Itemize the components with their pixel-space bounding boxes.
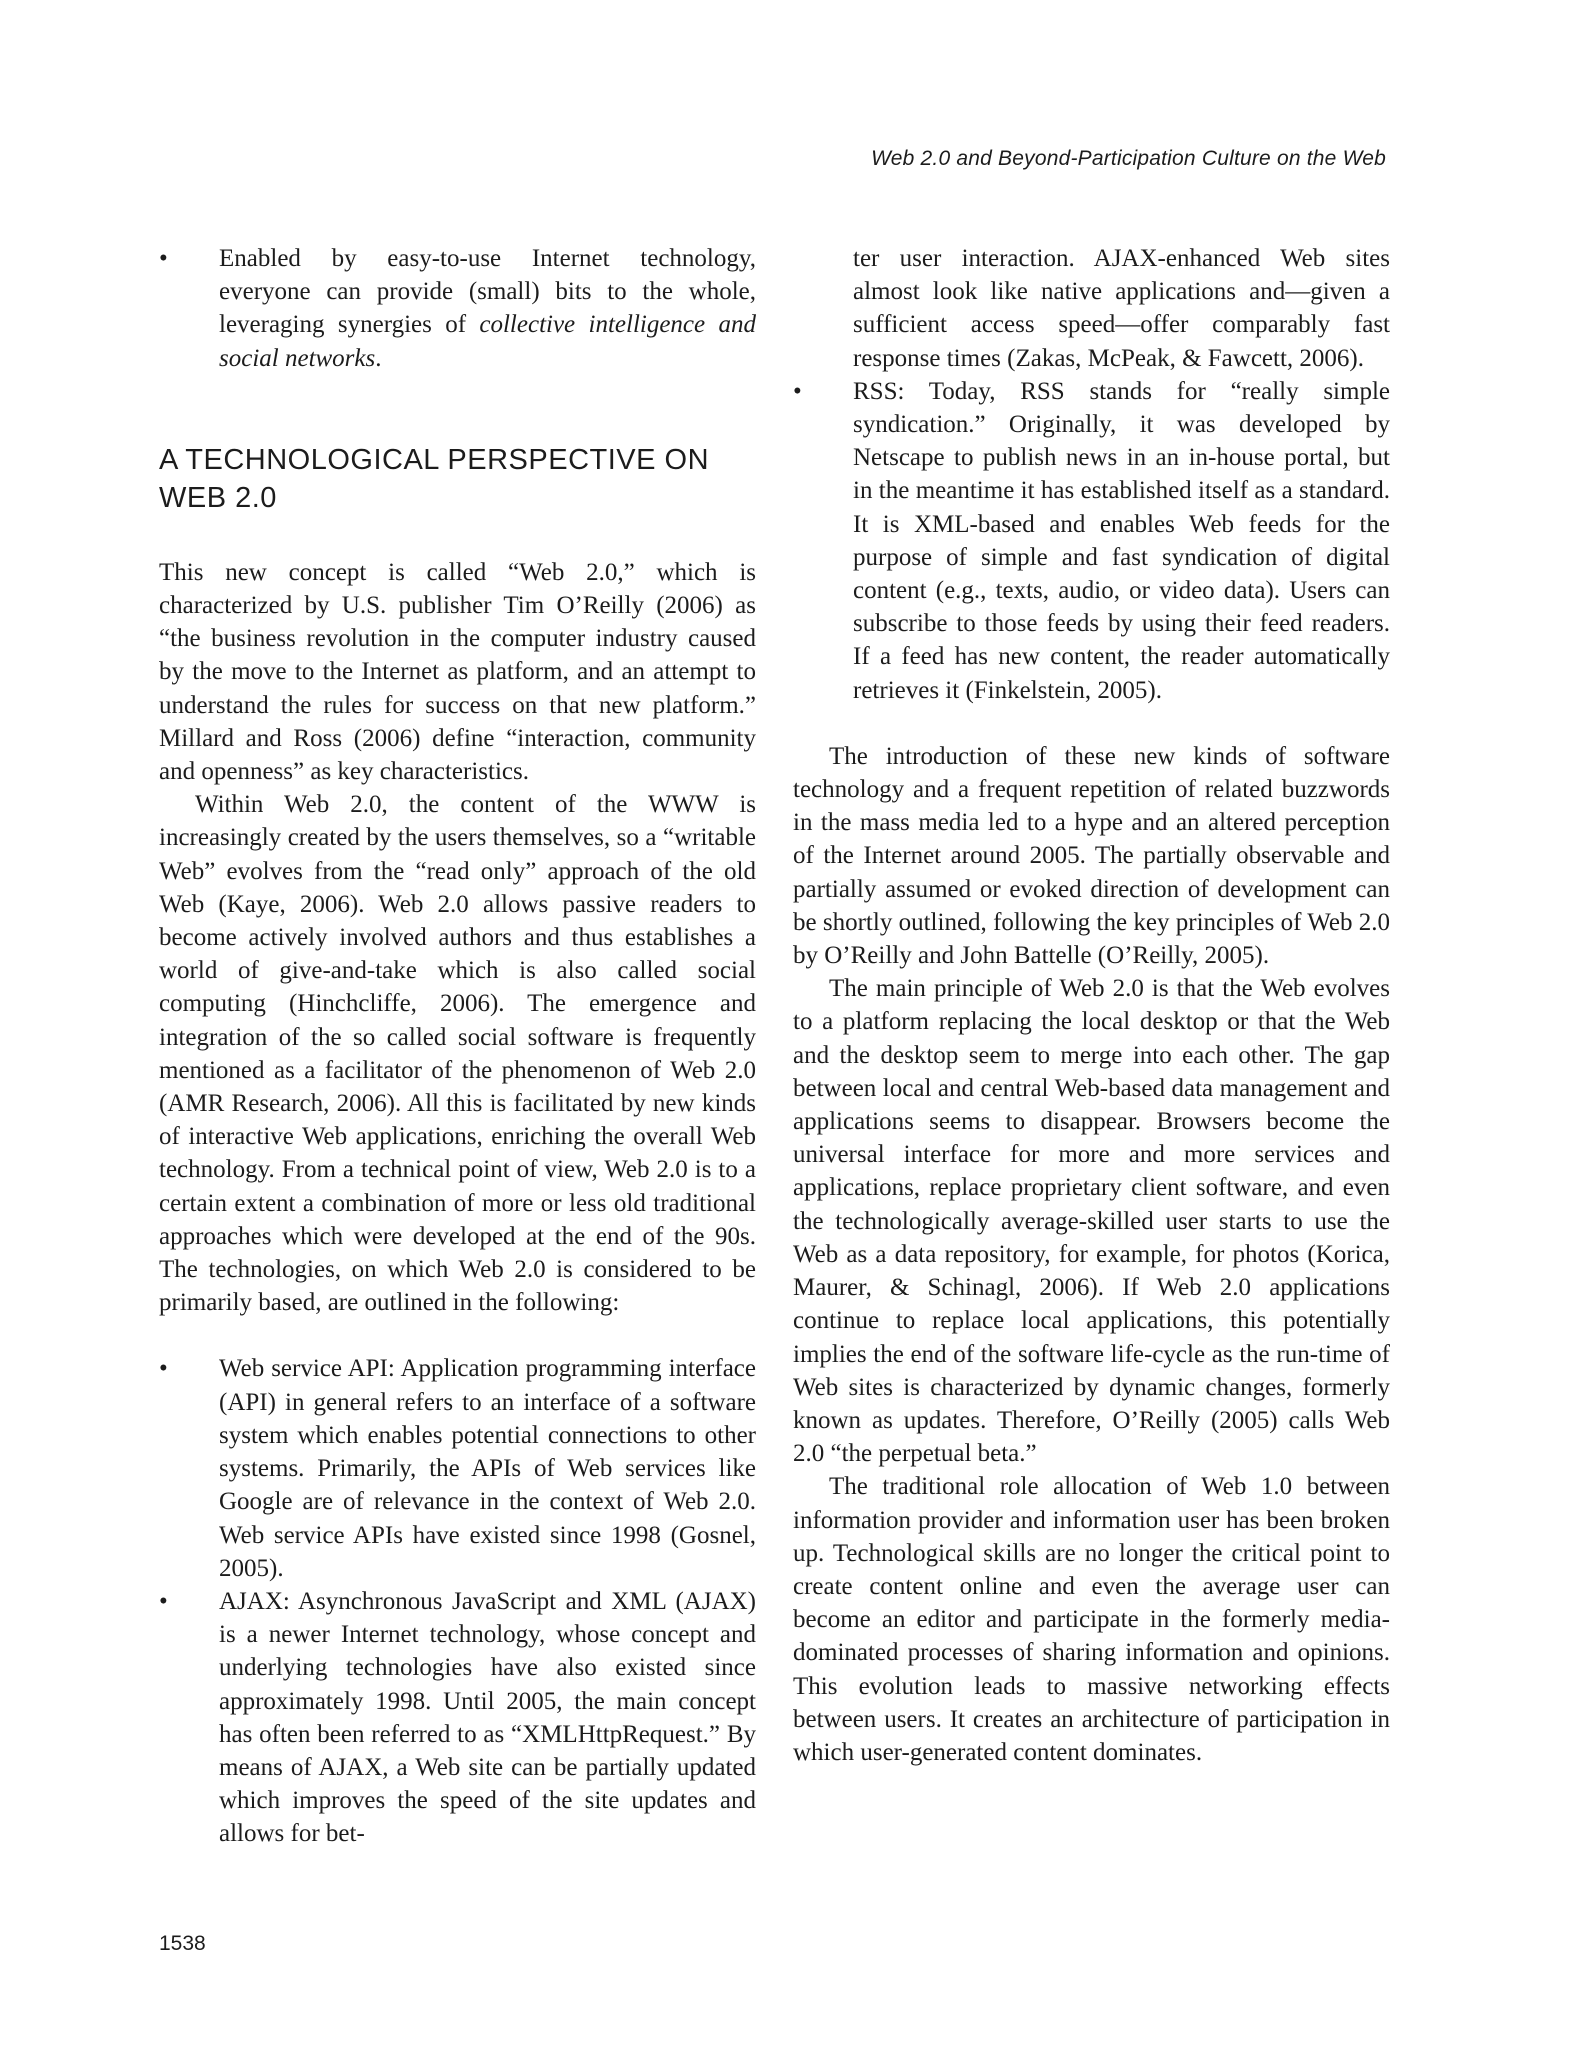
- section-heading: A TECHNOLOGICAL PERSPECTIVE ON WEB 2.0: [159, 443, 710, 514]
- paragraph: This new concept is called “Web 2.0,” which is characterized by U.S. publisher Tim O’Reilly (2006) as “the business revolution in the computer industry caused by the move to the Internet as platform, and an attempt to understand the rules for success on that new platform.” Millard and Ross (2006) define “interaction, community and openness” as key characteristics.: [159, 558, 756, 786]
- list-item: [159, 242, 756, 375]
- right-column: [793, 242, 1390, 1769]
- bullet-emphasis: collective intelligence and social networks: [219, 311, 756, 372]
- running-header: Web 2.0 and Beyond-Participation Culture on the Web: [871, 147, 1386, 170]
- bullet-glyph: •: [159, 245, 168, 272]
- paragraph: The introduction of these new kinds of software technology and a frequent repetition of related buzzwords in the mass media led to a hype and an altered perception of the Internet around 2005. The partially observable and partially assumed or evoked direction of development can be shortly outlined, following the key principles of Web 2.0 by O’Reilly and John Battelle (O’Reilly, 2005).: [793, 742, 1390, 970]
- bullet-glyph: •: [793, 377, 802, 405]
- bullet-glyph: •: [159, 1355, 168, 1383]
- page-number: 1538: [159, 1932, 206, 1955]
- bullet-text: AJAX: Asynchronous JavaScript and XML (AJAX) is a newer Internet technology, whose concept and underlying technologies have also existed since approximately 1998. Until 2005, the main concept has often been referred to as “XMLHttpRequest.” By means of AJAX, a Web site can be partially updated which improves the speed of the site updates and allows for bet-: [219, 1587, 756, 1848]
- technology-bullet-list-continued: [793, 242, 1390, 707]
- bullet-text: RSS: Today, RSS stands for “really simple syndication.” Originally, it was developed by Netscape to publish news in an in-house portal, but in the meantime it has established itself as a standard. It is XML-based and enables Web feeds for the purpose of simple and fast syndication of digital content (e.g., texts, audio, or video data). Users can subscribe to those feeds by using their feed readers. If a feed has new content, the reader automatically retrieves it (Finkelstein, 2005).: [853, 377, 1390, 704]
- bullet-text: Web service API: Application programming interface (API) in general refers to an interface of a software system which enables potential connections to other systems. Primarily, the APIs of Web services like Google are of relevance in the context of Web 2.0. Web service APIs have existed since 1998 (Gosnel, 2005).: [219, 1355, 756, 1582]
- bullet-glyph: •: [159, 1587, 168, 1615]
- bullet-text: ter user interaction. AJAX-enhanced Web sites almost look like native applications and—given a sufficient access speed—offer comparably fast response times (Zakas, McPeak, & Fawcett, 2006).: [853, 245, 1390, 372]
- left-column: [159, 242, 756, 1851]
- list-item: [159, 1352, 756, 1584]
- paragraph: The main principle of Web 2.0 is that the Web evolves to a platform replacing the local desktop or that the Web and the desktop seem to merge into each other. The gap between local and central Web-based data management and applications seems to disappear. Browsers become the universal interface for more and more services and applications, replace proprietary client software, and even the technologically average-skilled user starts to use the Web as a data repository, for example, for photos (Korica, Maurer, & Schinagl, 2006). If Web 2.0 applications continue to replace local applications, this potentially implies the end of the software life-cycle as the run-time of Web sites is characterized by dynamic changes, formerly known as updates. Therefore, O’Reilly (2005) calls Web 2.0 “the perpetual beta.”: [793, 975, 1390, 1468]
- bullet-text-end: .: [375, 344, 382, 372]
- list-item: [159, 1585, 756, 1851]
- paragraph: Within Web 2.0, the content of the WWW is increasingly created by the users themselves, so a “writable Web” evolves from the “read only” approach of the old Web (Kaye, 2006). Web 2.0 allows passive readers to become actively involved authors and thus establishes a world of give-and-take which is also called social computing (Hinchcliffe, 2006). The emergence and integration of the so called social software is frequently mentioned as a facilitator of the phenomenon of Web 2.0 (AMR Research, 2006). All this is facilitated by new kinds of interactive Web applications, enriching the overall Web technology. From a technical point of view, Web 2.0 is to a certain extent a combination of more or less old traditional approaches which were developed at the end of the 90s. The technologies, on which Web 2.0 is considered to be primarily based, are outlined in the following:: [159, 791, 756, 1317]
- intro-bullet-list: [159, 242, 756, 375]
- paragraph: The traditional role allocation of Web 1.0 between information provider and information user has been broken up. Technological skills are no longer the critical point to create content online and even the average user can become an editor and participate in the formerly media-dominated processes of sharing information and opinions. This evolution leads to massive networking effects between users. It creates an architecture of participation in which user-generated content dominates.: [793, 1473, 1390, 1766]
- list-item: [793, 375, 1390, 707]
- list-item: [793, 242, 1390, 375]
- bullet-text: Enabled by easy-to-use Internet technology, everyone can provide (small) bits to the whole, leveraging synergies of: [219, 245, 756, 339]
- technology-bullet-list: [159, 1352, 756, 1850]
